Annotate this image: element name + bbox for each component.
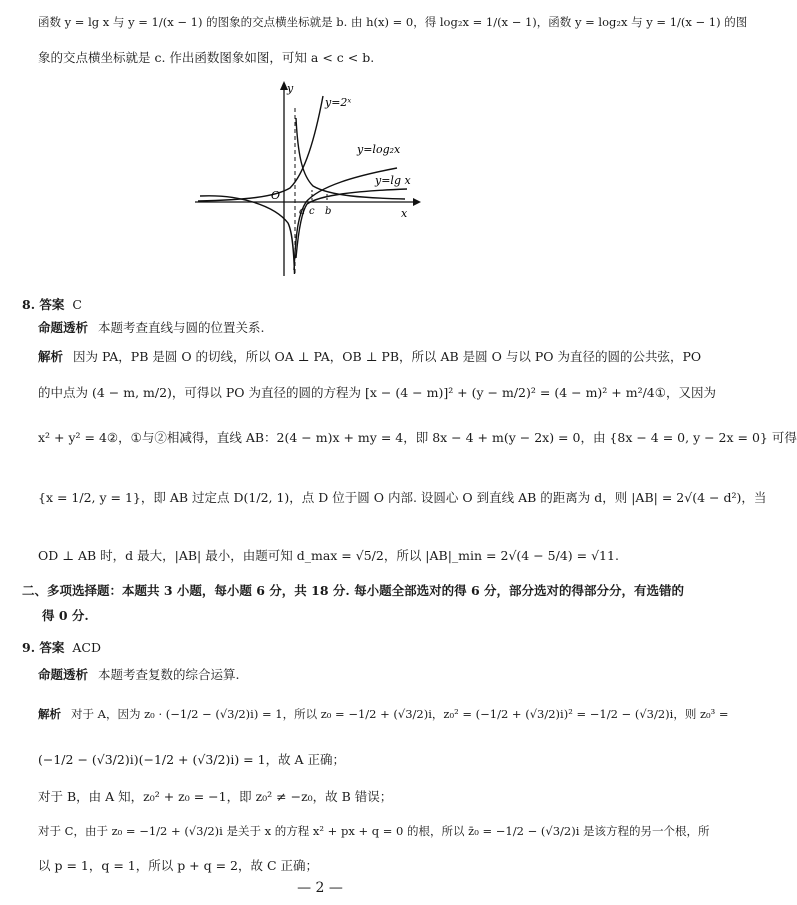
exp-label: y=2ˣ (325, 96, 352, 109)
analysis-label: 命题透析 (38, 667, 89, 682)
q8-solution-line: x² + y² = 4②，①与②相减得，直线 AB：2(4 − m)x + my = 4，即 8x − 4 + m(y − 2x) = 0，由 {8x − 4 = 0, y − 2x = 0} 可得 (38, 430, 797, 445)
text-line: 函数 y = lg x 与 y = 1/(x − 1) 的图象的交点横坐标就是 b. 由 h(x) = 0，得 log₂x = 1/(x − 1)，函数 y = log₂x 与 y = 1/(x − 1) 的图 (38, 15, 748, 29)
origin-label: O (271, 189, 281, 202)
page-number: — 2 — (297, 880, 343, 896)
analysis-label: 命题透析 (38, 320, 89, 335)
q9-solution-line: 对于 B，由 A 知，z₀² + z₀ = −1，即 z₀² ≠ −z₀，故 B 错误； (38, 789, 393, 804)
analysis-text: 本题考查直线与圆的位置关系. (98, 320, 265, 335)
exp-curve (198, 96, 323, 201)
a-label: a (299, 206, 305, 217)
y-axis-label: y (287, 82, 294, 95)
solution-label: 解析 (38, 707, 61, 721)
lg-curve (296, 189, 407, 258)
c-label: c (309, 206, 315, 217)
text-line: 象的交点横坐标就是 c. 作出函数图象如图，可知 a < c < b. (38, 50, 375, 65)
x-axis-arrow (413, 198, 421, 206)
q9-answer-value: ACD (72, 640, 101, 655)
q8-solution-line: 的中点为 (4 − m, m/2)，可得以 PO 为直径的圆的方程为 [x − (4 − m)]² + (y − m/2)² = (4 − m)² + m²/4①，又因为 (38, 385, 716, 400)
q8-solution-line: OD ⊥ AB 时，d 最大，|AB| 最小，由题可知 d_max = √5/2，所以 |AB|_min = 2√(4 − 5/4) = √11. (38, 548, 619, 563)
solution-label: 解析 (38, 349, 64, 364)
section-heading: 二、多项选择题：本题共 3 小题，每小题 6 分，共 18 分. 每小题全部选对的得 6 分，部分选对的得部分分，有选错的 (22, 583, 685, 598)
log2-label: y=log₂x (357, 143, 401, 156)
q9-solution-line (38, 706, 729, 722)
solution-text: 因为 PA，PB 是圆 O 的切线，所以 OA ⊥ PA，OB ⊥ PB，所以 AB 是圆 O 与以 PO 为直径的圆的公共弦，PO (73, 349, 702, 364)
analysis-text: 本题考查复数的综合运算. (98, 667, 240, 682)
q8-answer-value: C (72, 297, 82, 312)
solution-text: 对于 A，因为 z₀ · (−1/2 − (√3/2)i) = 1，所以 z₀ = −1/2 + (√3/2)i，z₀² = (−1/2 + (√3/2)i)² = −1/2 − (√3/2)i，则 z₀³ = (71, 707, 729, 721)
q9-solution-line: (−1/2 − (√3/2)i)(−1/2 + (√3/2)i) = 1，故 A 正确； (38, 752, 346, 767)
q8-solution-line: {x = 1/2, y = 1}，即 AB 过定点 D(1/2, 1)，点 D 位于圆 O 内部. 设圆心 O 到直线 AB 的距离为 d，则 |AB| = 2√(4 − d²)，当 (38, 490, 767, 505)
q9-solution-line: 以 p = 1，q = 1，所以 p + q = 2，故 C 正确； (38, 858, 319, 873)
function-graph (195, 78, 425, 278)
q8-answer (22, 297, 620, 313)
q9-analysis (38, 667, 620, 683)
q8-analysis (38, 320, 620, 336)
b-label: b (325, 206, 332, 217)
q9-answer (22, 640, 620, 656)
q8-solution-line (38, 349, 702, 365)
q9-solution-line: 对于 C，由于 z₀ = −1/2 + (√3/2)i 是关于 x 的方程 x² + px + q = 0 的根，所以 z̄₀ = −1/2 − (√3/2)i 是该方程的另一个根，所 (38, 824, 710, 838)
q9-number: 9. 答案 (22, 640, 65, 655)
x-axis-label: x (401, 207, 408, 220)
section-heading: 得 0 分. (42, 608, 89, 623)
hyperbola-left (200, 196, 295, 274)
q8-number: 8. 答案 (22, 297, 65, 312)
lg-label: y=lg x (375, 174, 411, 187)
